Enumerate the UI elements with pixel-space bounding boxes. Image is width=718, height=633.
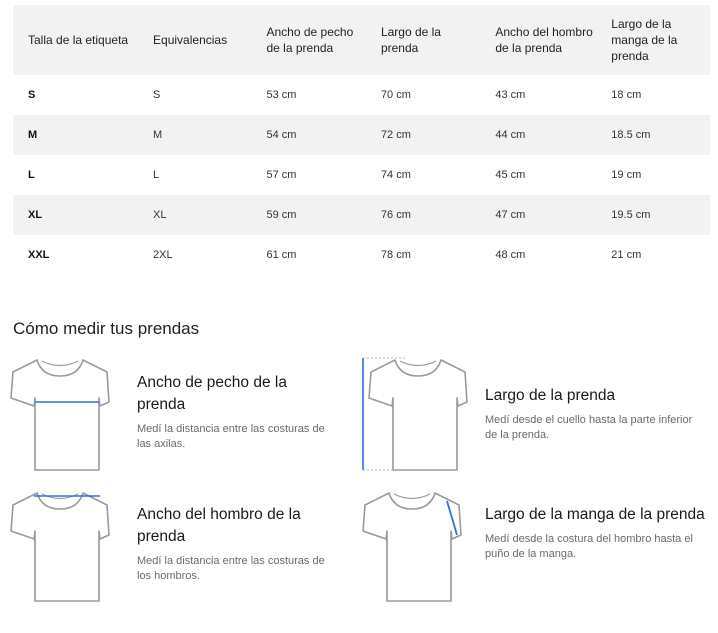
header-shoulder-width: Ancho del hombro de la prenda xyxy=(480,5,596,75)
cell-sleeve: 19.5 cm xyxy=(596,195,710,235)
cell-size: S xyxy=(28,89,36,101)
table-row xyxy=(13,195,710,235)
guide-item-shoulder xyxy=(10,483,340,608)
cell-size: XL xyxy=(13,195,138,235)
measure-guide-title: Cómo medir tus prendas xyxy=(13,319,200,338)
cell-sleeve: 21 cm xyxy=(611,249,642,261)
guide-item-description: Medí desde el cuello hasta la parte inferior de la prenda. xyxy=(485,414,693,441)
cell-chest: 53 cm xyxy=(266,89,297,101)
tshirt-length-icon xyxy=(360,352,470,477)
cell-length: 78 cm xyxy=(380,249,411,261)
tshirt-shoulder-icon xyxy=(10,483,120,608)
cell-length: 76 cm xyxy=(366,195,480,235)
cell-sleeve: 18 cm xyxy=(611,89,642,101)
guide-item-description: Medí desde la costura del hombro hasta el puño de la manga. xyxy=(485,533,693,560)
guide-item-description: Medí la distancia entre las costuras de las axilas. xyxy=(137,423,325,450)
cell-sleeve: 19 cm xyxy=(611,169,642,181)
guide-item-length xyxy=(360,352,710,477)
table-row xyxy=(13,155,710,195)
guide-item-chest xyxy=(10,352,340,477)
cell-shoulder: 47 cm xyxy=(480,195,596,235)
tshirt-sleeve-icon xyxy=(360,483,470,608)
cell-equivalence: M xyxy=(138,115,251,155)
table-row xyxy=(13,115,710,155)
header-chest-width: Ancho de pecho de la prenda xyxy=(252,5,366,75)
header-equivalences: Equivalencias xyxy=(138,5,251,75)
cell-size: XXL xyxy=(28,249,50,261)
cell-chest: 54 cm xyxy=(252,115,366,155)
cell-shoulder: 43 cm xyxy=(495,89,526,101)
table-row xyxy=(13,235,710,275)
guide-item-title: Ancho del hombro de la prenda xyxy=(137,506,301,545)
cell-shoulder: 48 cm xyxy=(495,249,526,261)
guide-item-description: Medí la distancia entre las costuras de los hombros. xyxy=(137,555,325,582)
cell-sleeve: 18.5 cm xyxy=(596,115,710,155)
cell-chest: 57 cm xyxy=(266,169,297,181)
cell-equivalence: S xyxy=(153,89,161,101)
cell-shoulder: 45 cm xyxy=(495,169,526,181)
guide-item-title: Ancho de pecho de la prenda xyxy=(137,374,287,413)
tshirt-chest-icon xyxy=(10,352,110,477)
header-sleeve-length: Largo de la manga de la prenda xyxy=(596,5,710,75)
table-header-row xyxy=(13,5,710,75)
cell-length: 74 cm xyxy=(380,169,411,181)
cell-shoulder: 44 cm xyxy=(480,115,596,155)
cell-length: 70 cm xyxy=(380,89,411,101)
header-garment-length: Largo de la prenda xyxy=(366,5,480,75)
cell-equivalence: XL xyxy=(138,195,251,235)
cell-size: L xyxy=(28,169,35,181)
guide-item-sleeve xyxy=(360,483,710,608)
table-row xyxy=(13,75,710,115)
cell-size: M xyxy=(13,115,138,155)
guide-item-title: Largo de la manga de la prenda xyxy=(485,506,705,523)
size-chart-table xyxy=(13,5,710,275)
cell-equivalence: 2XL xyxy=(153,249,173,261)
cell-equivalence: L xyxy=(153,169,160,181)
header-tag-size: Talla de la etiqueta xyxy=(13,5,138,75)
guide-item-title: Largo de la prenda xyxy=(485,387,616,404)
cell-chest: 61 cm xyxy=(266,249,297,261)
cell-length: 72 cm xyxy=(366,115,480,155)
cell-chest: 59 cm xyxy=(252,195,366,235)
